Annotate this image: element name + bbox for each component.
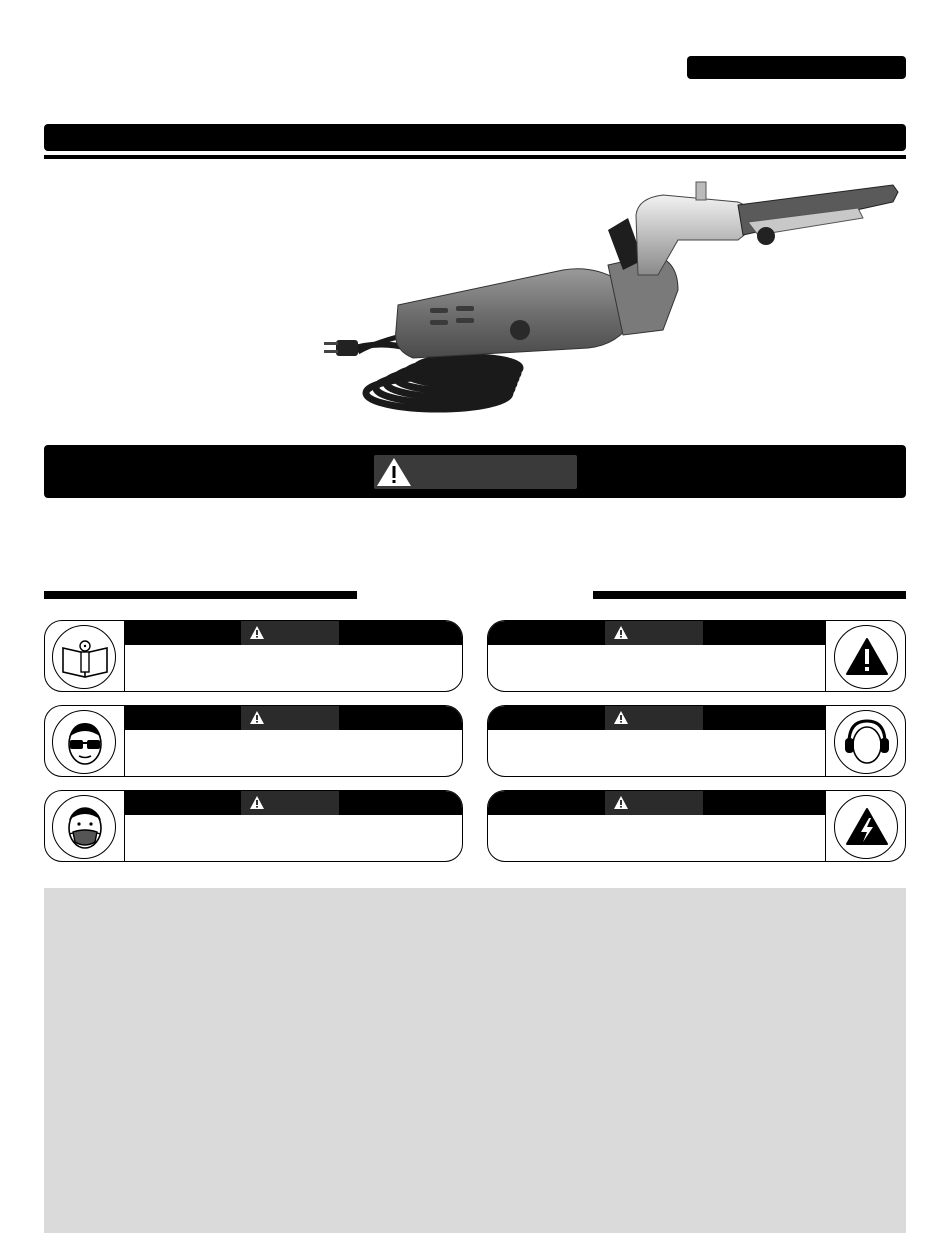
signal-pill (241, 791, 339, 815)
warning-signal-pill (374, 455, 577, 489)
safety-card (44, 790, 463, 862)
card-text (496, 647, 819, 691)
signal-pill (241, 621, 339, 645)
signal-pill (605, 706, 703, 730)
card-text (496, 732, 819, 776)
safety-card (487, 705, 906, 777)
title-rule (44, 155, 906, 159)
product-photo (318, 180, 900, 440)
warning-triangle-icon (249, 625, 265, 641)
safety-card (487, 790, 906, 862)
warning-triangle-icon (374, 455, 414, 489)
read-manual-icon (53, 626, 117, 690)
signal-pill (241, 706, 339, 730)
eye-protection-icon (53, 711, 117, 775)
safety-card (44, 705, 463, 777)
warning-triangle-icon (613, 625, 629, 641)
card-text (131, 647, 454, 691)
signal-pill (605, 621, 703, 645)
safety-card (487, 620, 906, 692)
title-bar (44, 124, 906, 151)
warning-triangle-icon (613, 795, 629, 811)
icon-column (45, 621, 125, 691)
safety-card (44, 620, 463, 692)
info-panel (44, 888, 906, 1233)
card-text (131, 817, 454, 861)
warning-triangle-icon (249, 795, 265, 811)
model-number-tab (687, 56, 906, 79)
card-text (131, 732, 454, 776)
icon-column (45, 791, 125, 861)
warning-triangle-icon (249, 710, 265, 726)
warning-triangle-icon (613, 710, 629, 726)
section-rule-left (44, 591, 357, 599)
card-text (496, 817, 819, 861)
electric-shock-icon (835, 796, 899, 860)
general-warning-icon (835, 626, 899, 690)
warning-message (44, 505, 906, 575)
section-rule-right (593, 591, 906, 599)
signal-pill (605, 791, 703, 815)
hearing-protection-icon (835, 711, 899, 775)
respirator-icon (53, 796, 117, 860)
icon-column (825, 621, 905, 691)
icon-column (825, 706, 905, 776)
icon-column (45, 706, 125, 776)
icon-column (825, 791, 905, 861)
